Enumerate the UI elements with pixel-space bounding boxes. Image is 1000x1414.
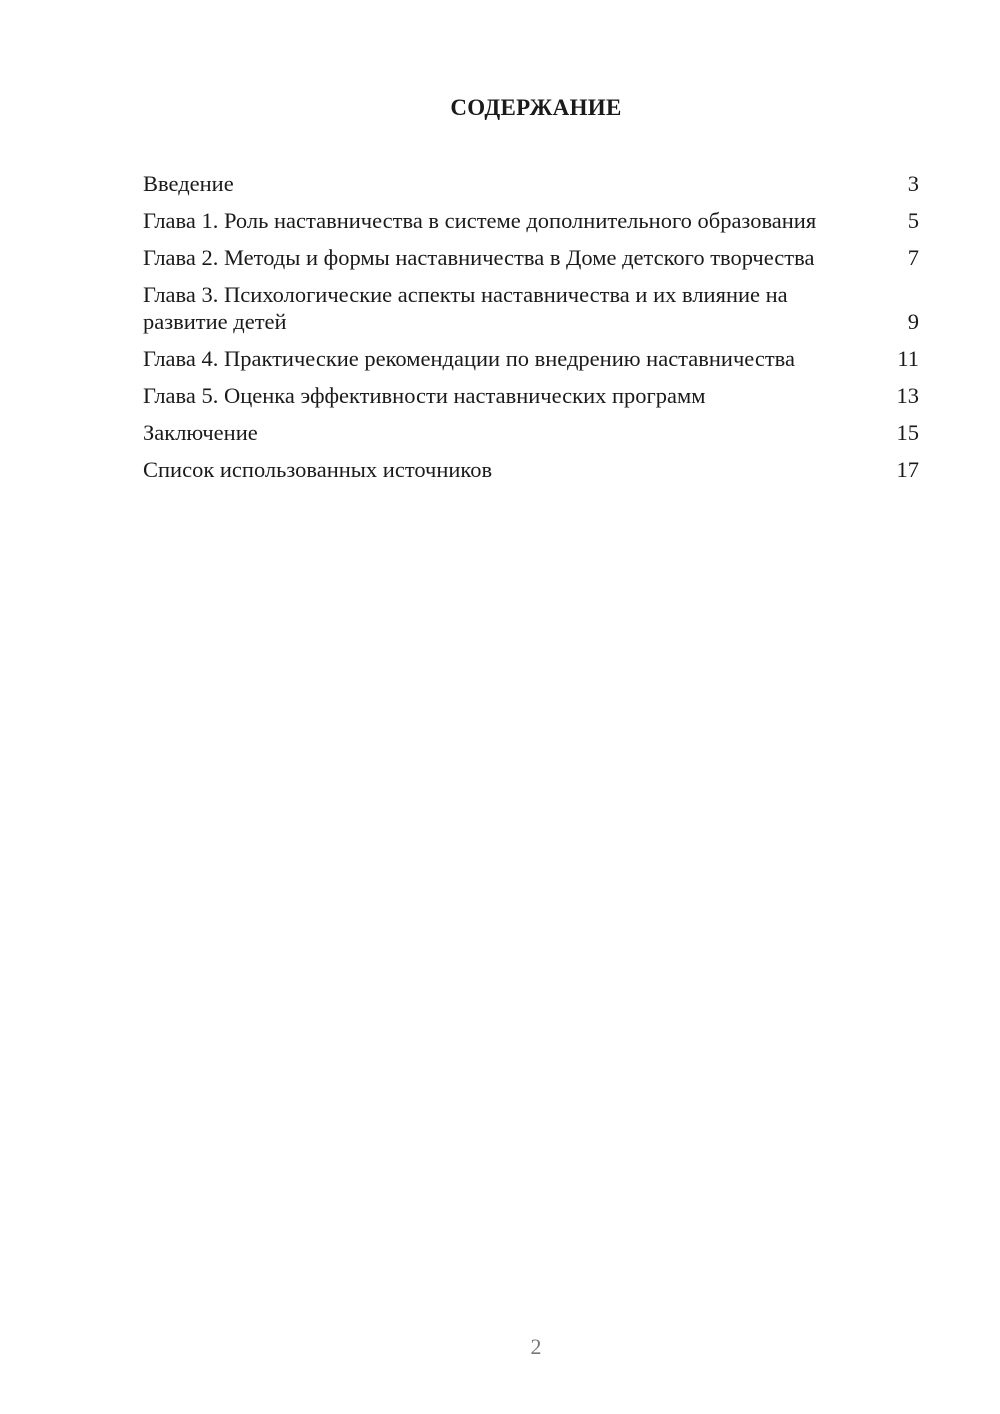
toc-entry-chapter-3: [143, 281, 919, 335]
toc-entry-chapter-5: [143, 382, 919, 409]
page-title: СОДЕРЖАНИЕ: [450, 95, 622, 120]
toc-entry-text: Заключение: [143, 420, 258, 445]
toc-entry-chapter-1: [143, 207, 919, 234]
toc-entry-text: Глава 4. Практические рекомендации по внедрению наставничества: [143, 346, 795, 371]
toc-entry-chapter-4: [143, 345, 919, 372]
page-number: 2: [530, 1334, 542, 1359]
toc-entry-page: 11: [897, 346, 919, 371]
toc-entry-text: Глава 3. Психологические аспекты наставничества и их влияние на развитие детей: [143, 282, 788, 334]
toc-entry-page: 9: [907, 309, 919, 334]
toc-entry-text: Глава 1. Роль наставничества в системе дополнительного образования: [143, 208, 817, 233]
toc-entry-page: 13: [896, 383, 919, 408]
toc-entry-references: [143, 456, 919, 483]
table-of-contents: [143, 170, 919, 493]
toc-entry-chapter-2: [143, 244, 919, 271]
toc-entry-page: 5: [907, 208, 919, 233]
toc-entry-text: Глава 5. Оценка эффективности наставнических программ: [143, 383, 706, 408]
toc-entry-text: Список использованных источников: [143, 457, 493, 482]
toc-entry-introduction: [143, 170, 919, 197]
toc-entry-page: 15: [896, 420, 919, 445]
toc-entry-page: 17: [896, 457, 919, 482]
toc-entry-page: 7: [907, 245, 919, 270]
toc-entry-conclusion: [143, 419, 919, 446]
toc-entry-text: Глава 2. Методы и формы наставничества в Доме детского творчества: [143, 245, 815, 270]
toc-entry-page: 3: [907, 171, 919, 196]
toc-entry-text: Введение: [143, 171, 234, 196]
